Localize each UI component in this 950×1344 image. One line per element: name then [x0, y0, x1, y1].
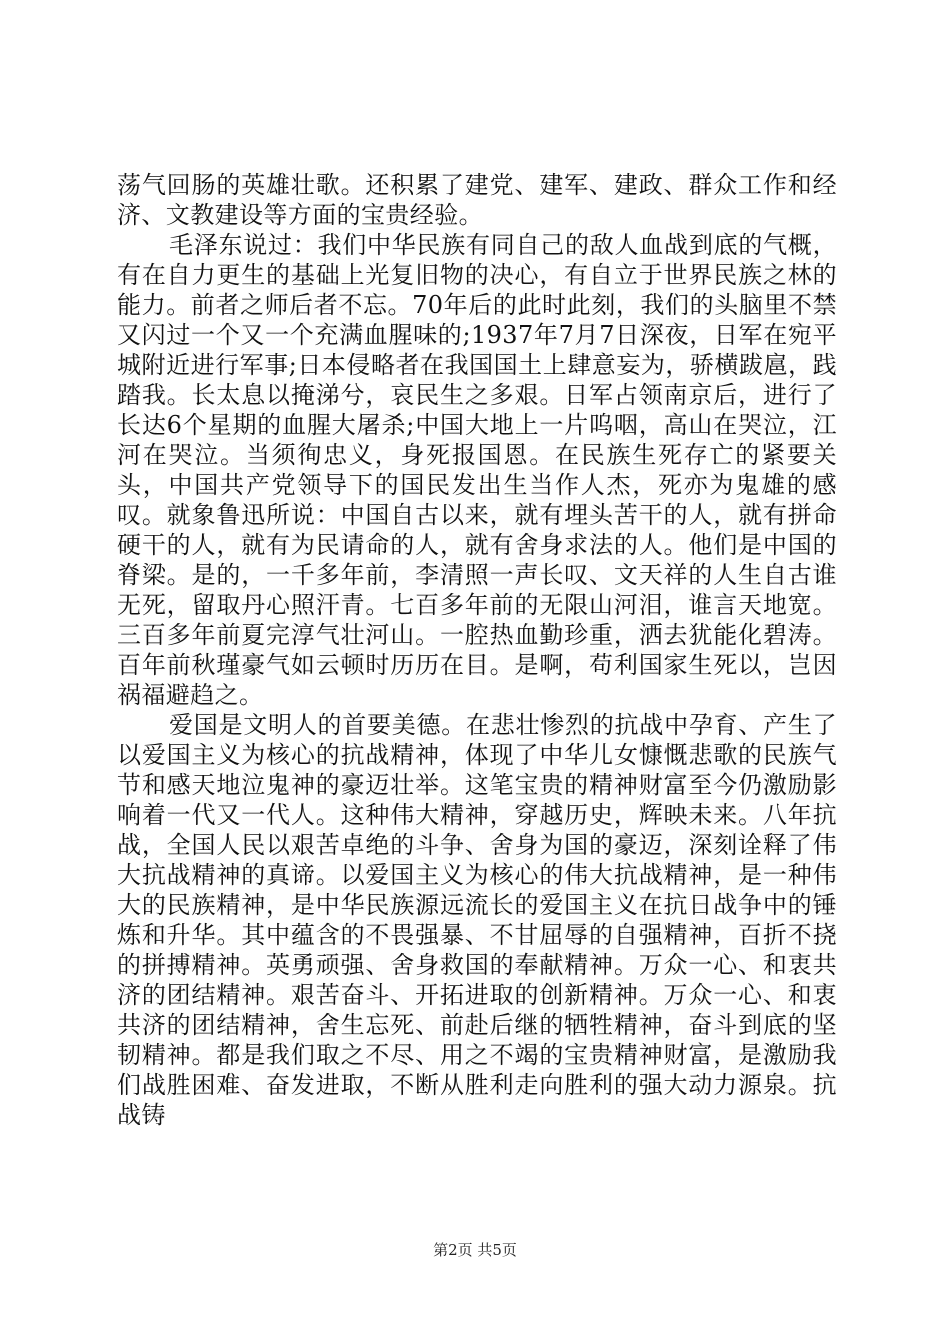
body-text: [117, 170, 837, 1130]
paragraph-continuation: 荡气回肠的英雄壮歌。还积累了建党、建军、建政、群众工作和经济、文教建设等方面的宝贵经验。: [117, 171, 837, 229]
page-number-footer: 第2页 共5页: [433, 1241, 517, 1259]
paragraph-mao-quote: 毛泽东说过：我们中华民族有同自己的敌人血战到底的气概，有在自力更生的基础上光复旧物的决心，有自立于世界民族之林的能力。前者之师后者不忘。70年后的此时此刻，我们的头脑里不禁又闪过一个又一个充满血腥味的;1937年7月7日深夜，日军在宛平城附近进行军事;日本侵略者在我国国土上肆意妄为，骄横跋扈，践踏我。长太息以掩涕兮，哀民生之多艰。日军占领南京后，进行了长达6个星期的血腥大屠杀;中国大地上一片呜咽，高山在哭泣，江河在哭泣。当须徇忠义，身死报国恩。在民族生死存亡的紧要关头，中国共产党领导下的国民发出生当作人杰，死亦为鬼雄的感叹。就象鲁迅所说：中国自古以来，就有埋头苦干的人，就有拼命硬干的人，就有为民请命的人，就有舍身求法的人。他们是中国的脊梁。是的，一千多年前，李清照一声长叹、文天祥的人生自古谁无死，留取丹心照汗青。七百多年前的无限山河泪，谁言天地宽。三百多年前夏完淳气壮河山。一腔热血勤珍重，洒去犹能化碧涛。百年前秋瑾豪气如云顿时历历在目。是啊，苟利国家生死以，岂因祸福避趋之。: [117, 231, 837, 709]
paragraph-patriotism: 爱国是文明人的首要美德。在悲壮惨烈的抗战中孕育、产生了以爱国主义为核心的抗战精神，体现了中华儿女慷慨悲歌的民族气节和感天地泣鬼神的豪迈壮举。这笔宝贵的精神财富至今仍激励影响着一代又一代人。这种伟大精神，穿越历史，辉映未来。八年抗战，全国人民以艰苦卓绝的斗争、舍身为国的豪迈，深刻诠释了伟大抗战精神的真谛。以爱国主义为核心的伟大抗战精神，是一种伟大的民族精神，是中华民族源远流长的爱国主义在抗日战争中的锤炼和升华。其中蕴含的不畏强暴、不甘屈辱的自强精神，百折不挠的拼搏精神。英勇顽强、舍身救国的奉献精神。万众一心、和衷共济的团结精神。艰苦奋斗、开拓进取的创新精神。万众一心、和衷共济的团结精神，舍生忘死、前赴后继的牺牲精神，奋斗到底的坚韧精神。都是我们取之不尽、用之不竭的宝贵精神财富，是激励我们战胜困难、奋发进取，不断从胜利走向胜利的强大动力源泉。抗战铸: [117, 711, 837, 1129]
